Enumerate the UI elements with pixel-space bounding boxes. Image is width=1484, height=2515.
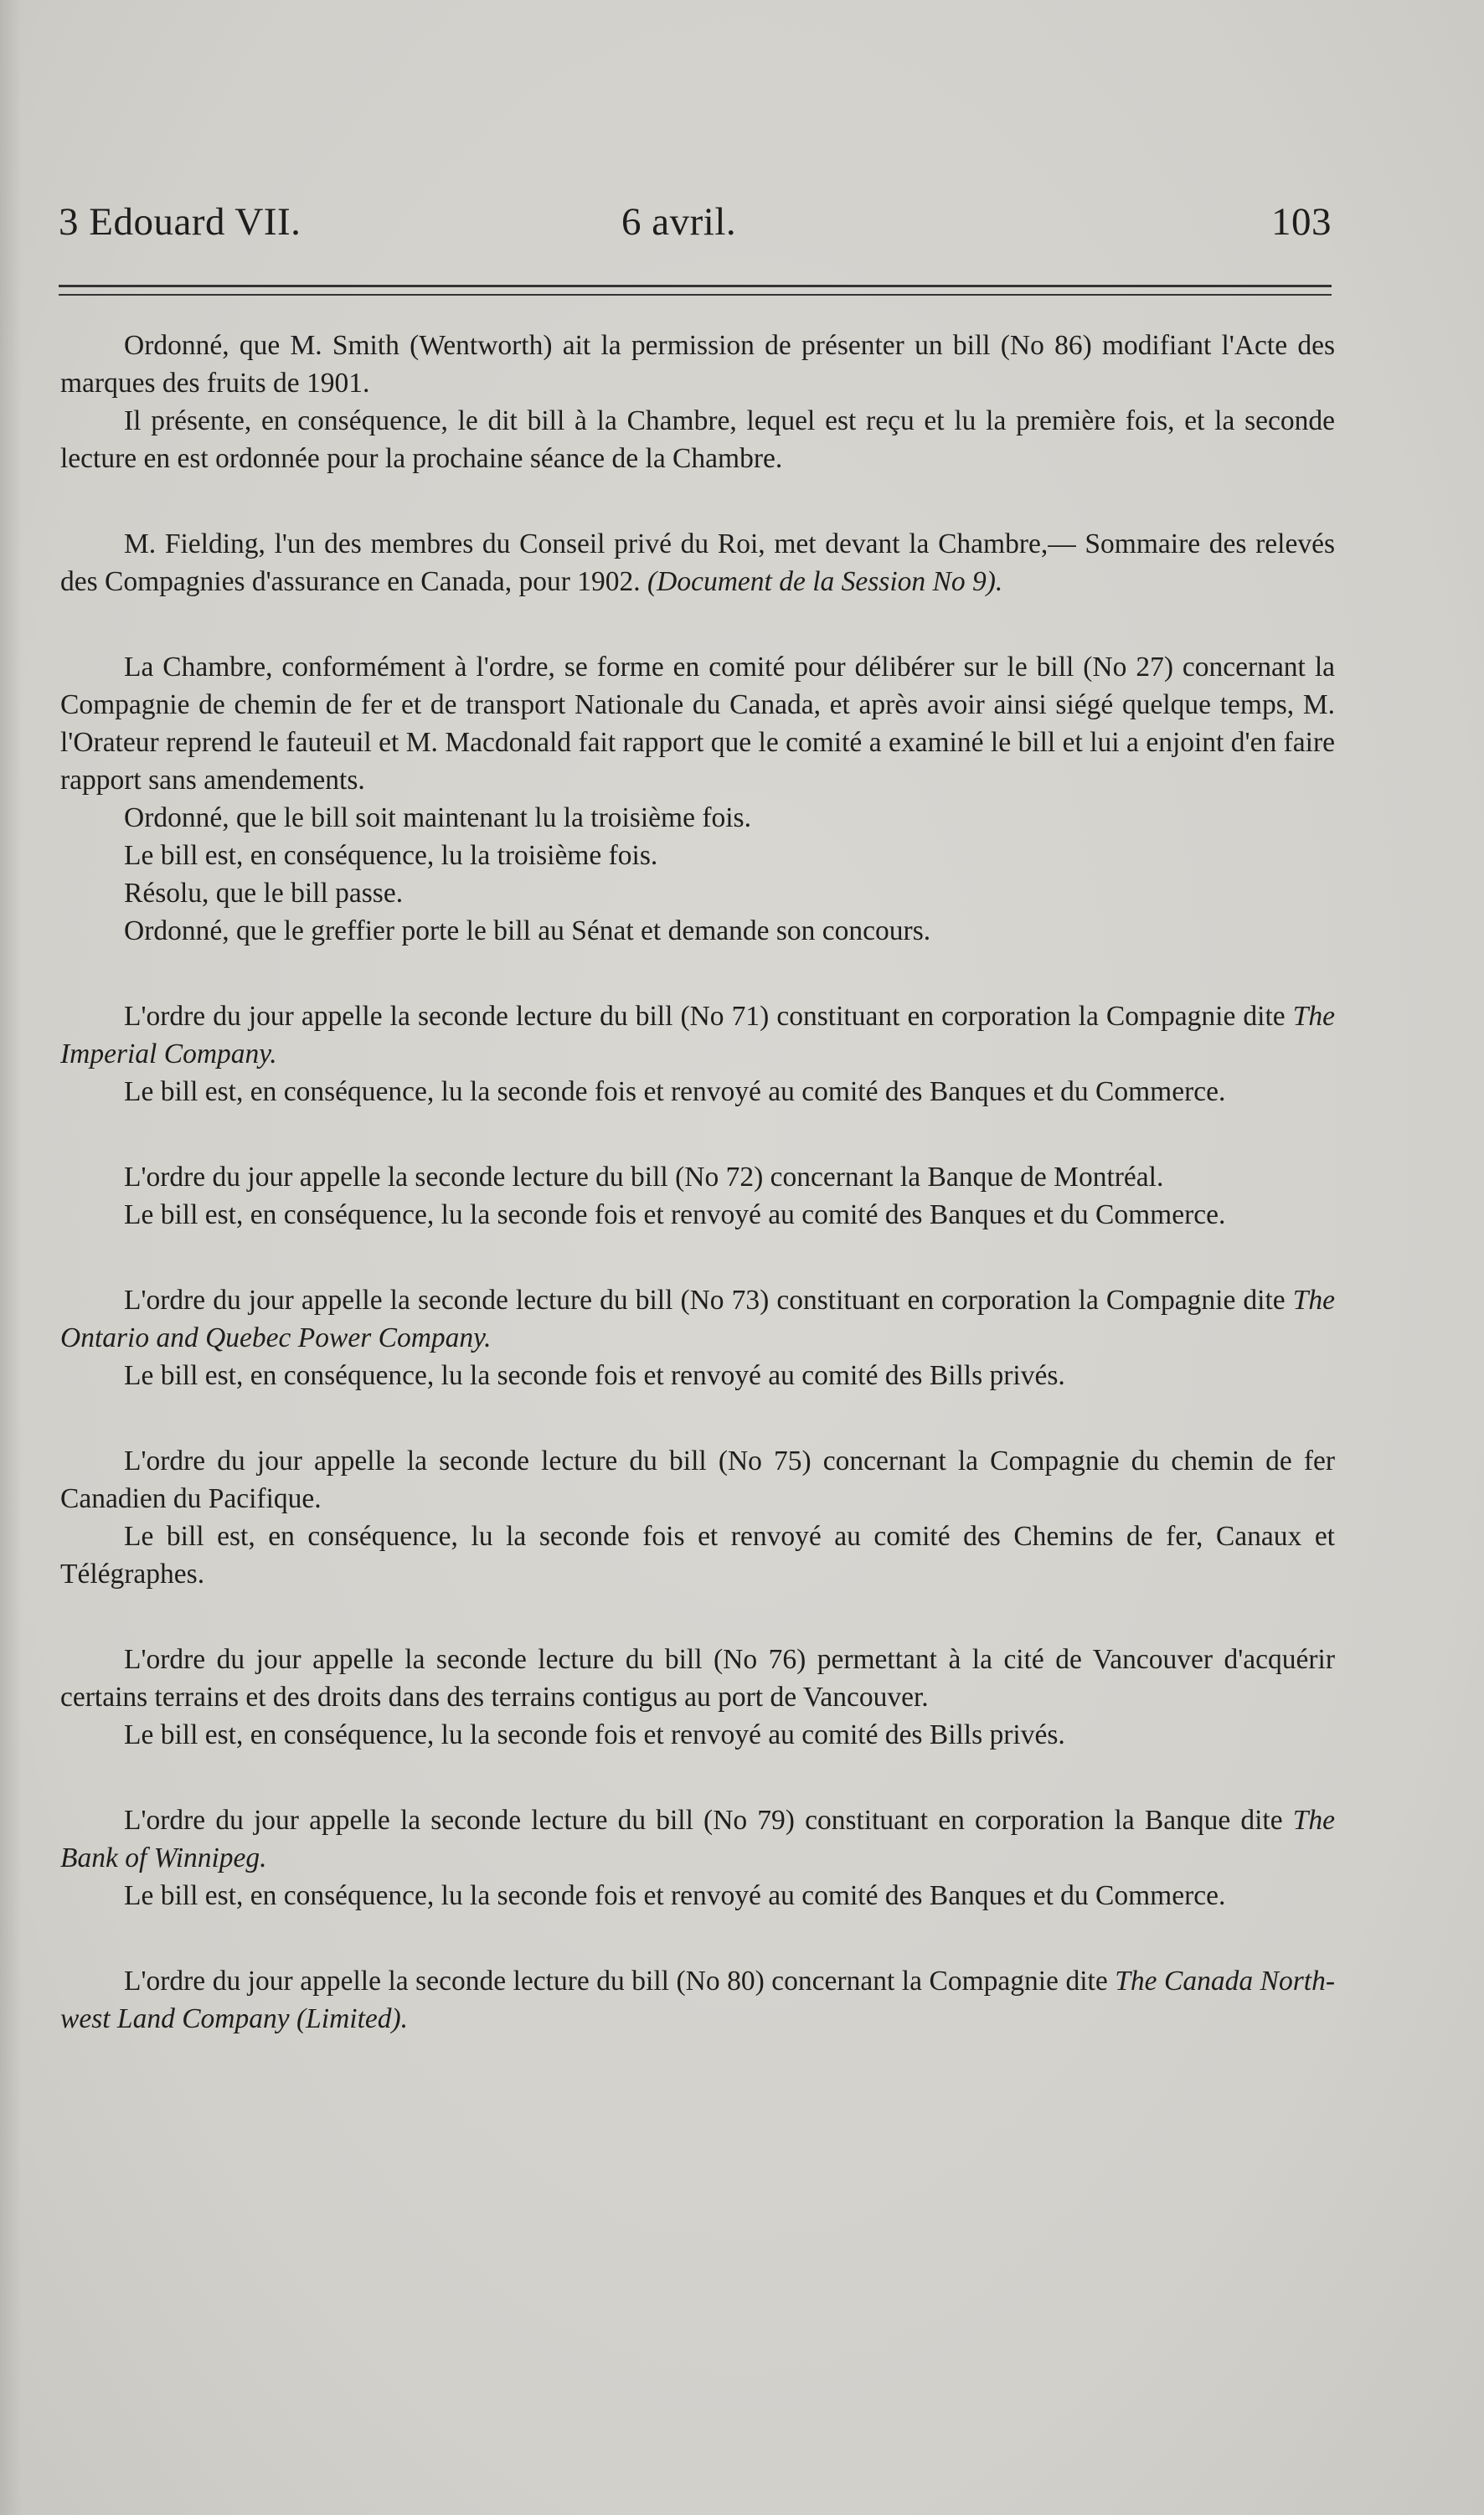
paragraph: [60, 1281, 1335, 1357]
company-name: The Imperial Company.: [60, 1001, 1336, 1069]
page-spine-shadow: [0, 0, 22, 2515]
paragraph: Le bill est, en conséquence, lu la seconde fois et renvoyé au comité des Bills privés.: [124, 1360, 1065, 1391]
entry-bill-71: [60, 997, 1335, 1111]
paragraph: L'ordre du jour appelle la seconde lecture du bill (No 76) permettant à la cité de Vancouver d'acquérir certains terrains et des droits dans des terrains contigus au port de Vancouver.: [60, 1644, 1335, 1713]
header-regnal-year: 3 Edouard VII.: [59, 200, 301, 244]
paragraph: [60, 525, 1335, 600]
paragraph: Le bill est, en conséquence, lu la seconde fois et renvoyé au comité des Bills privés.: [124, 1719, 1065, 1750]
entry-smith-bill-86: [60, 327, 1335, 477]
entry-fielding-document: [60, 525, 1335, 600]
paragraph: Il présente, en conséquence, le dit bill à la Chambre, lequel est reçu et lu la première fois, et la seconde lecture en est ordonnée pour la prochaine séance de la Chambre.: [60, 405, 1335, 474]
paragraph-text: L'ordre du jour appelle la seconde lecture du bill (No 80) concernant la Compagnie dite: [124, 1966, 1108, 1997]
header-date: 6 avril.: [621, 200, 737, 244]
paragraph: Le bill est, en conséquence, lu la troisième fois.: [124, 840, 658, 871]
paragraph-text: L'ordre du jour appelle la seconde lecture du bill (No 73) constituant en corporation la Compagnie dite: [124, 1285, 1286, 1316]
paragraph: Le bill est, en conséquence, lu la seconde fois et renvoyé au comité des Banques et du Commerce.: [124, 1880, 1226, 1911]
company-name: The Ontario and Quebec Power Company.: [60, 1285, 1336, 1353]
company-name: The Canada North-west Land Company (Limited).: [60, 1966, 1335, 2034]
paragraph: [60, 997, 1335, 1073]
company-name: The Bank of Winnipeg.: [60, 1805, 1335, 1873]
paragraph: Ordonné, que M. Smith (Wentworth) ait la permission de présenter un bill (No 86) modifiant l'Acte des marques des fruits de 1901.: [60, 330, 1335, 399]
paragraph: Le bill est, en conséquence, lu la seconde fois et renvoyé au comité des Chemins de fer, Canaux et Télégraphes.: [60, 1521, 1335, 1590]
running-header: [59, 199, 1332, 258]
paragraph: Le bill est, en conséquence, lu la seconde fois et renvoyé au comité des Banques et du Commerce.: [124, 1076, 1226, 1107]
entry-bill-80: [60, 1962, 1335, 2038]
header-rule-bottom: [59, 294, 1332, 296]
paragraph: Résolu, que le bill passe.: [124, 878, 404, 909]
paragraph-text: L'ordre du jour appelle la seconde lecture du bill (No 79) constituant en corporation la Banque dite: [124, 1805, 1283, 1836]
entry-bill-79: [60, 1801, 1335, 1915]
paragraph: Le bill est, en conséquence, lu la seconde fois et renvoyé au comité des Banques et du Commerce.: [124, 1199, 1226, 1230]
paragraph: Ordonné, que le greffier porte le bill au Sénat et demande son concours.: [124, 915, 931, 946]
paragraph: L'ordre du jour appelle la seconde lecture du bill (No 72) concernant la Banque de Montréal.: [124, 1162, 1164, 1193]
paragraph-text: M. Fielding, l'un des membres du Conseil privé du Roi, met devant la Chambre,— Sommaire des relevés des Compagnies d'assurance en Canada, pour 1902.: [60, 528, 1335, 597]
paragraph: Ordonné, que le bill soit maintenant lu la troisième fois.: [124, 802, 751, 833]
paragraph: [60, 1962, 1335, 2038]
paragraph: La Chambre, conformément à l'ordre, se forme en comité pour délibérer sur le bill (No 27) concernant la Compagnie de chemin de fer et de transport Nationale du Canada, et après avoir ainsi siégé quelque temps, M. l'Orateur reprend le fauteuil et M. Macdonald fait rapport que le comité a examiné le bill et lui a enjoint d'en faire rapport sans amendements.: [60, 652, 1335, 796]
page-number: 103: [1271, 200, 1332, 244]
paragraph: [60, 1801, 1335, 1877]
entry-bill-73: [60, 1281, 1335, 1394]
document-reference: (Document de la Session No 9).: [647, 566, 1003, 597]
entry-bill-72: [60, 1158, 1335, 1234]
header-rule-top: [59, 285, 1332, 287]
paragraph-text: L'ordre du jour appelle la seconde lecture du bill (No 71) constituant en corporation la Compagnie dite: [124, 1001, 1286, 1032]
entry-bill-75: [60, 1442, 1335, 1593]
entry-bill-76: [60, 1641, 1335, 1754]
entry-bill-27-committee: [60, 648, 1335, 950]
journal-body: [60, 327, 1335, 2085]
paragraph: L'ordre du jour appelle la seconde lecture du bill (No 75) concernant la Compagnie du chemin de fer Canadien du Pacifique.: [60, 1446, 1335, 1514]
